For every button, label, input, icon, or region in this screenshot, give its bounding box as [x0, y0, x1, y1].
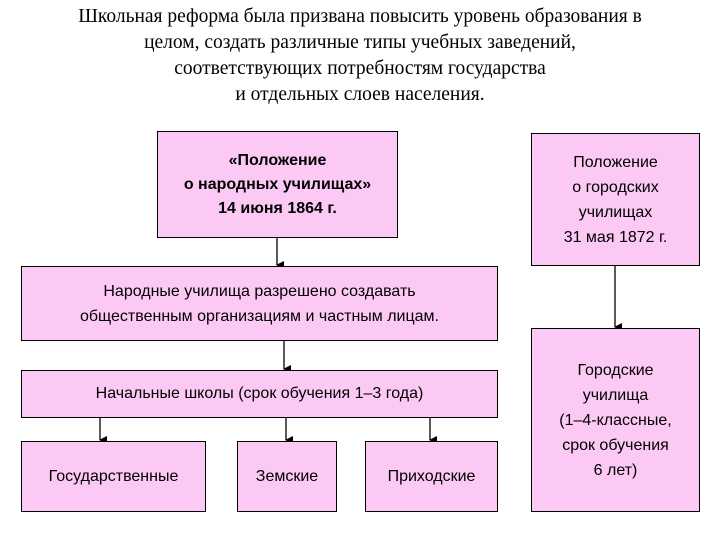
box-text-line: Городские: [577, 361, 654, 379]
box-text-line: 31 мая 1872 г.: [563, 228, 668, 246]
box-text-line: срок обучения: [562, 436, 669, 454]
box-polozhenie-gorodskie-uchilishcha: [531, 133, 700, 266]
box-text-line: училищах: [578, 203, 653, 221]
box-prikhodskie: [365, 441, 498, 512]
box-text-line: о народных училищах»: [183, 175, 372, 193]
box-gorodskie-uchilishcha: [531, 328, 700, 512]
box-polozhenie-narodnye-uchilishcha: [157, 131, 398, 238]
title-line: целом, создать различные типы учебных заведений,: [144, 32, 576, 53]
box-narodnye-uchilishcha: [21, 266, 498, 341]
title-line: и отдельных слоев населения.: [235, 84, 485, 105]
title-line: соответствующих потребностям государства: [174, 58, 546, 79]
box-text-line: Начальные школы (срок обучения 1–3 года): [95, 385, 424, 402]
box-nachalnye-shkoly: [21, 370, 498, 418]
box-text-line: училища: [582, 386, 649, 404]
box-gosudarstvennye: [21, 441, 206, 512]
box-text-line: Государственные: [48, 467, 179, 485]
title-line: Школьная реформа была призвана повысить уровень образования в: [78, 6, 642, 27]
box-text-line: Народные училища разрешено создавать: [103, 282, 416, 300]
box-text-line: о городских: [572, 178, 659, 196]
box-zemskie: [237, 441, 337, 512]
box-text-line: 6 лет): [593, 461, 638, 479]
box-text-line: общественным организациям и частным лицам.: [79, 307, 439, 325]
box-text-line: «Положение: [228, 151, 327, 169]
box-text-line: Положение: [573, 153, 658, 171]
box-text-line: Земские: [255, 467, 319, 485]
box-text-line: (1–4-классные,: [559, 411, 672, 429]
box-text-line: Приходские: [387, 467, 476, 485]
box-text-line: 14 июня 1864 г.: [218, 199, 337, 217]
